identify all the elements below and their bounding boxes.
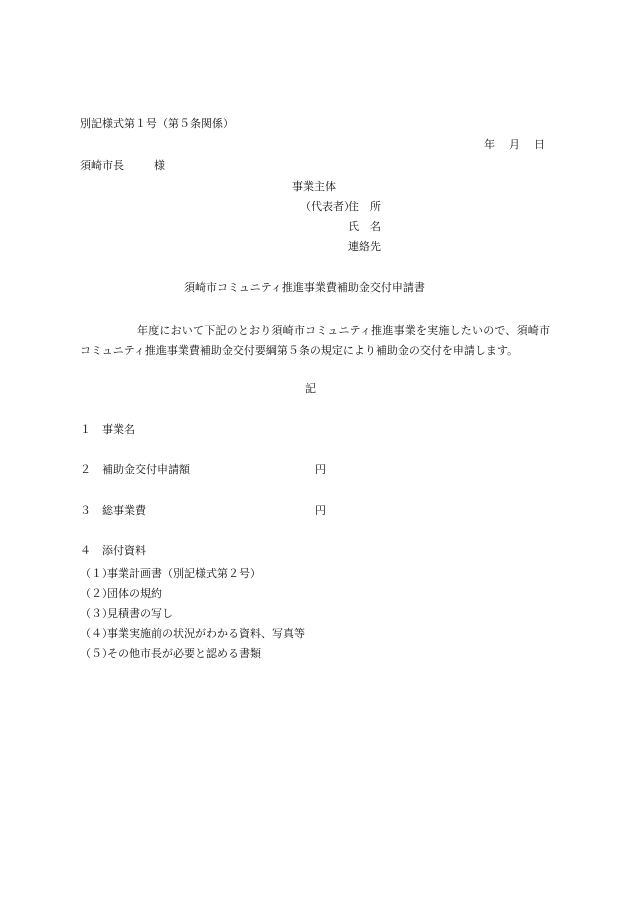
item-number: ４ bbox=[80, 544, 91, 557]
attachment-text: 団体の規約 bbox=[107, 587, 162, 600]
attachment-item bbox=[80, 624, 305, 644]
item-number: ２ bbox=[80, 463, 91, 476]
date-month-label: 月 bbox=[509, 138, 520, 151]
item-number: ３ bbox=[80, 504, 91, 517]
attachment-number: （２） bbox=[80, 587, 113, 600]
form-number: 別記様式第１号（第５条関係） bbox=[80, 117, 234, 130]
item-label: 補助金交付申請額 bbox=[102, 463, 190, 476]
attachment-item bbox=[80, 584, 305, 604]
document-title: 須崎市コミュニティ推進事業費補助金交付申請書 bbox=[184, 281, 425, 294]
applicant-name-row bbox=[292, 220, 442, 240]
item-unit: 円 bbox=[315, 463, 326, 476]
item-label: 添付資料 bbox=[102, 544, 146, 557]
applicant-entity-label: 事業主体 bbox=[292, 180, 336, 193]
attachment-text: 事業計画書（別記様式第２号） bbox=[107, 567, 261, 580]
item-label: 総事業費 bbox=[102, 504, 146, 517]
addressee-name: 須崎市長 bbox=[80, 159, 124, 172]
applicant-contact-label: 連絡先 bbox=[348, 240, 381, 253]
attachment-list bbox=[80, 564, 305, 664]
date-line bbox=[484, 138, 545, 151]
attachment-number: （１） bbox=[80, 567, 113, 580]
item-label: 事業名 bbox=[102, 423, 135, 436]
item-unit: 円 bbox=[315, 504, 326, 517]
attachment-number: （５） bbox=[80, 647, 113, 660]
item-subsidy-amount bbox=[80, 463, 326, 476]
date-year-label: 年 bbox=[484, 138, 495, 151]
item-attachments bbox=[80, 544, 146, 557]
addressee-honorific: 様 bbox=[154, 159, 165, 172]
item-total-cost bbox=[80, 504, 326, 517]
applicant-block bbox=[292, 180, 442, 260]
attachment-item bbox=[80, 564, 305, 584]
attachment-item bbox=[80, 604, 305, 624]
attachment-number: （３） bbox=[80, 607, 113, 620]
applicant-contact-row bbox=[292, 240, 442, 260]
attachment-text: 見積書の写し bbox=[107, 607, 173, 620]
ki-heading: 記 bbox=[305, 382, 316, 395]
attachment-text: 事業実施前の状況がわかる資料、写真等 bbox=[107, 627, 305, 640]
applicant-representative-label: （代表者） bbox=[300, 200, 355, 213]
applicant-name-label: 氏 名 bbox=[348, 220, 381, 233]
addressee bbox=[80, 159, 165, 172]
date-day-label: 日 bbox=[534, 138, 545, 151]
attachment-item bbox=[80, 644, 305, 664]
body-paragraph: 年度において下記のとおり須崎市コミュニティ推進事業を実施したいので、須崎市コミュニティ推進事業費補助金交付要綱第５条の規定により補助金の交付を申請します。 bbox=[80, 324, 550, 357]
item-number: １ bbox=[80, 423, 91, 436]
attachment-number: （４） bbox=[80, 627, 113, 640]
attachment-text: その他市長が必要と認める書類 bbox=[107, 647, 261, 660]
item-project-name bbox=[80, 423, 135, 436]
applicant-address-label: 住 所 bbox=[348, 200, 381, 213]
applicant-address-row bbox=[292, 200, 442, 220]
applicant-entity-row bbox=[292, 180, 442, 200]
